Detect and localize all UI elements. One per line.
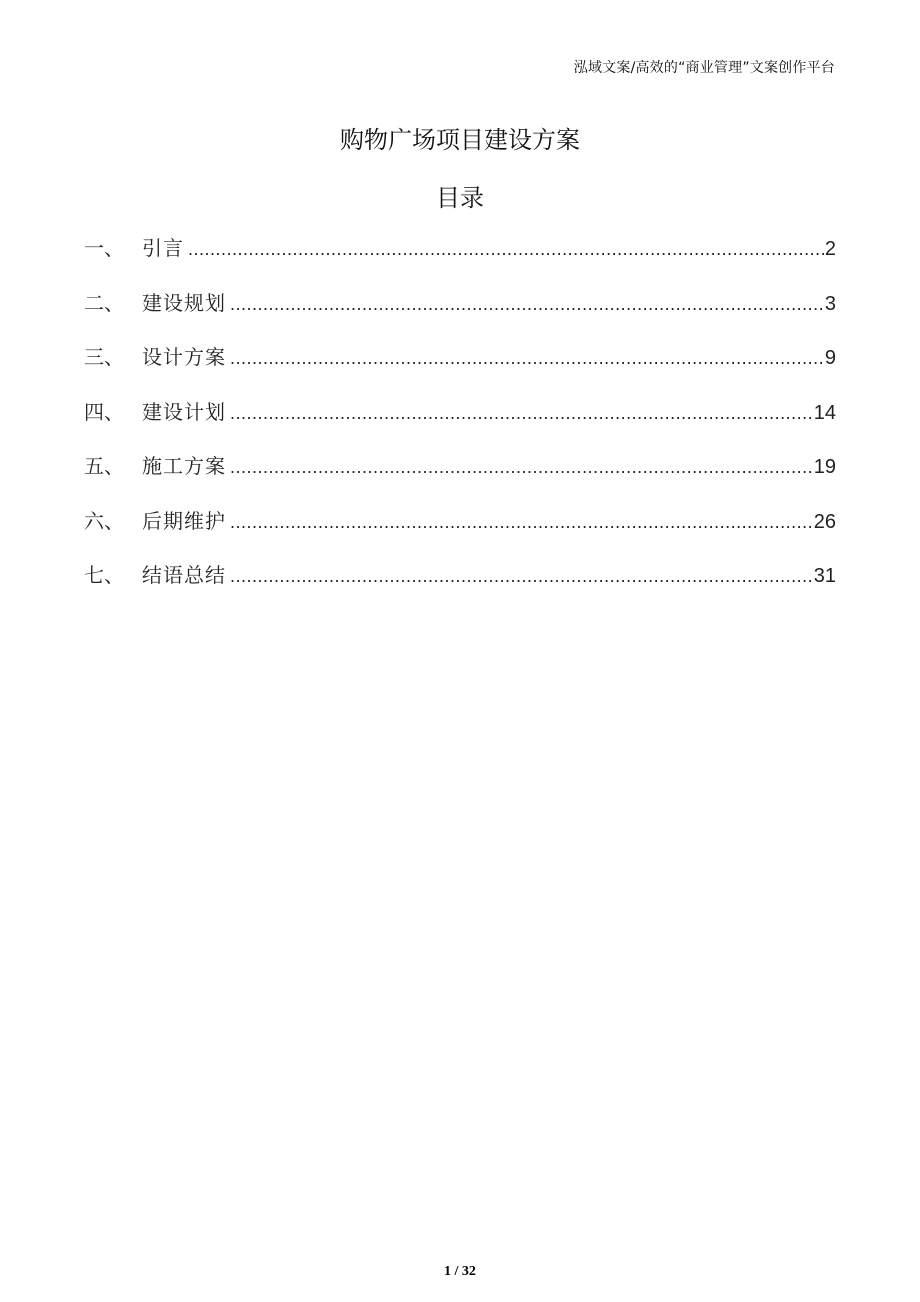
dot-leader bbox=[230, 512, 814, 533]
toc-entry-label: 后期维护 bbox=[142, 508, 226, 533]
toc-heading: 目录 bbox=[436, 184, 484, 212]
toc-entry-page: 2 bbox=[824, 238, 836, 260]
toc-entry-3[interactable] bbox=[84, 341, 836, 396]
toc-entry-4[interactable] bbox=[84, 396, 836, 451]
toc-entry-number: 六、 bbox=[84, 508, 124, 533]
document-title: 购物广场项目建设方案 bbox=[340, 126, 580, 154]
toc-entry-page: 3 bbox=[824, 292, 836, 315]
toc-entry-1[interactable] bbox=[84, 232, 836, 287]
toc-entry-7[interactable] bbox=[84, 559, 836, 614]
toc-entry-label: 施工方案 bbox=[142, 454, 226, 478]
dot-leader bbox=[230, 294, 825, 315]
dot-leader bbox=[230, 348, 825, 369]
toc-entry-number: 五、 bbox=[84, 454, 124, 478]
toc-entry-page: 31 bbox=[813, 565, 836, 587]
toc-entry-page: 9 bbox=[824, 347, 836, 369]
toc-entry-label: 建设规划 bbox=[142, 290, 226, 315]
toc-entry-label: 引言 bbox=[142, 236, 184, 260]
toc-entry-page: 26 bbox=[813, 510, 836, 533]
toc-entry-number: 七、 bbox=[84, 563, 124, 587]
toc-entry-number: 四、 bbox=[84, 399, 124, 424]
page-number-footer: 1 / 32 bbox=[444, 1264, 476, 1279]
table-of-contents bbox=[84, 232, 836, 614]
dot-leader bbox=[230, 566, 814, 587]
dot-leader bbox=[230, 457, 814, 478]
toc-entry-5[interactable] bbox=[84, 450, 836, 505]
toc-entry-page: 19 bbox=[813, 456, 836, 478]
page-header: 泓域文案/高效的“商业管理”文案创作平台 bbox=[573, 60, 835, 76]
dot-leader bbox=[188, 239, 825, 260]
toc-entry-number: 三、 bbox=[84, 345, 124, 369]
toc-entry-page: 14 bbox=[813, 401, 836, 424]
toc-entry-number: 一、 bbox=[84, 236, 124, 260]
toc-entry-label: 结语总结 bbox=[142, 563, 226, 587]
toc-entry-label: 设计方案 bbox=[142, 345, 226, 369]
toc-entry-number: 二、 bbox=[84, 290, 124, 315]
toc-entry-2[interactable] bbox=[84, 287, 836, 342]
dot-leader bbox=[230, 403, 814, 424]
toc-entry-6[interactable] bbox=[84, 505, 836, 560]
toc-entry-label: 建设计划 bbox=[142, 399, 226, 424]
